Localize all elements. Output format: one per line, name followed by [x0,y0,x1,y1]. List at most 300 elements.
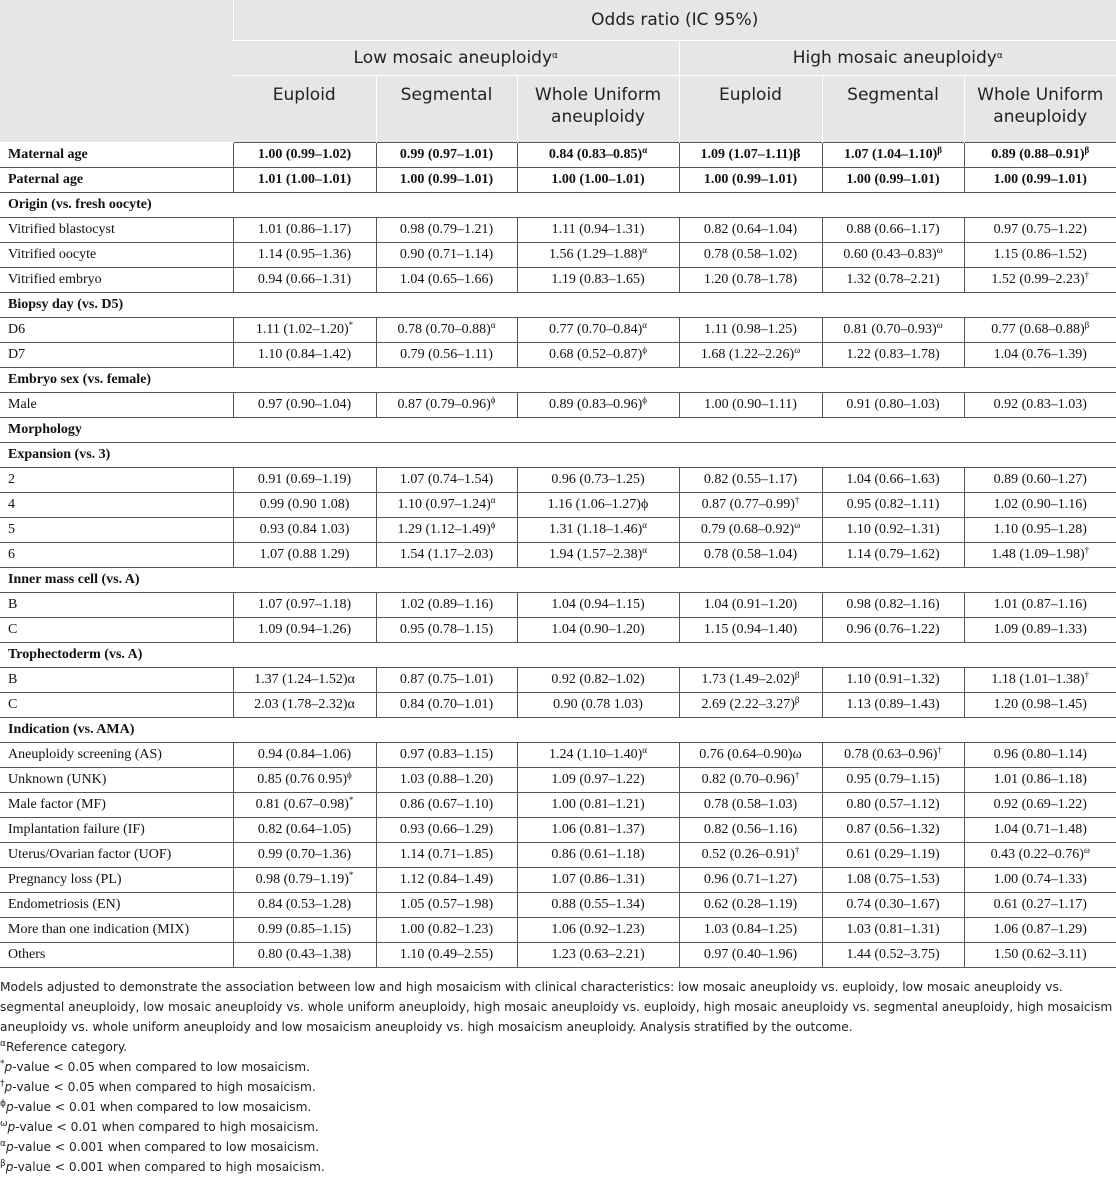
odds-ratio-cell [517,893,679,918]
odds-ratio-cell [233,318,376,343]
odds-ratio-cell [679,743,822,768]
table-row [0,493,1116,518]
cell-value: 1.06 (0.81–1.37) [551,822,645,837]
cell-value: 0.84 (0.83–0.85) [548,147,643,162]
cell-value: 1.11 (0.94–1.31) [551,222,645,237]
table-row [0,243,1116,268]
odds-ratio-cell [517,393,679,418]
footnote [0,1037,1116,1057]
section-label: Indication (vs. AMA) [0,718,1116,743]
cell-value: 0.85 (0.76 0.95) [257,772,348,787]
cell-significance-mark: ω [936,320,943,330]
odds-ratio-cell [679,268,822,293]
odds-ratio-cell [233,618,376,643]
cell-value: 0.89 (0.83–0.96) [548,397,643,412]
cell-value: 1.03 (0.88–1.20) [399,772,494,787]
cell-value: 1.01 (1.00–1.01) [257,172,352,187]
cell-value: 1.16 (1.06–1.27)ϕ [547,497,649,512]
cell-value: 1.09 (0.94–1.26) [257,622,352,637]
cell-significance-mark: ϕ [642,395,648,405]
cell-value: 1.00 (0.99–1.02) [257,147,352,162]
column-header: Segmental [376,76,517,143]
odds-ratio-cell [517,318,679,343]
table-body [0,143,1116,968]
cell-value: 0.78 (0.70–0.88) [397,322,491,337]
cell-value: 1.07 (0.88 1.29) [259,547,350,562]
cell-value: 0.90 (0.71–1.14) [399,247,494,262]
odds-ratio-cell [679,218,822,243]
section-header-row [0,293,1116,318]
cell-value: 0.43 (0.22–0.76) [990,847,1084,862]
cell-value: 0.82 (0.56–1.16) [703,822,798,837]
row-label: 5 [0,518,233,543]
odds-ratio-cell [679,243,822,268]
odds-ratio-cell [376,693,517,718]
odds-ratio-cell [376,468,517,493]
cell-value: 1.54 (1.17–2.03) [399,547,494,562]
footnote-mark: ϕ [0,1099,6,1109]
odds-ratio-cell [822,793,964,818]
odds-ratio-cell [233,518,376,543]
odds-ratio-cell [679,493,822,518]
row-label: Maternal age [0,143,233,168]
odds-ratio-cell [822,143,964,168]
odds-ratio-cell [964,518,1116,543]
odds-ratio-cell [964,393,1116,418]
odds-ratio-cell [517,518,679,543]
cell-value: 1.00 (0.81–1.21) [551,797,645,812]
footnote-p-symbol: p [4,1080,13,1094]
odds-ratio-cell [822,818,964,843]
odds-ratio-cell [233,743,376,768]
table-row [0,318,1116,343]
table-row [0,143,1116,168]
cell-value: 1.23 (0.63–2.21) [551,947,645,962]
odds-ratio-cell [233,343,376,368]
section-label: Trophectoderm (vs. A) [0,643,1116,668]
cell-value: 2.03 (1.78–2.32)α [254,697,355,712]
odds-ratio-cell [822,543,964,568]
footnote [0,1097,1116,1117]
header-group-low-sup: α [552,51,558,61]
odds-ratio-cell [376,868,517,893]
odds-ratio-cell [376,668,517,693]
cell-value: 1.08 (0.75–1.53) [846,872,940,887]
odds-ratio-cell [679,943,822,968]
odds-ratio-cell [376,943,517,968]
header-corner-cell [0,0,233,143]
table-row [0,218,1116,243]
odds-ratio-cell [679,618,822,643]
cell-value: 0.87 (0.77–0.99) [701,497,795,512]
cell-value: 0.92 (0.82–1.02) [551,672,645,687]
cell-significance-mark: * [348,870,354,880]
odds-ratio-cell [233,793,376,818]
cell-value: 1.31 (1.18–1.46) [548,522,643,537]
odds-ratio-cell [376,518,517,543]
section-label: Biopsy day (vs. D5) [0,293,1116,318]
cell-value: 0.84 (0.70–1.01) [399,697,494,712]
cell-value: 0.91 (0.80–1.03) [846,397,940,412]
table-row [0,918,1116,943]
row-label: 4 [0,493,233,518]
row-label: C [0,693,233,718]
table-row [0,593,1116,618]
odds-ratio-cell [233,668,376,693]
cell-value: 1.01 (0.86–1.17) [257,222,352,237]
cell-significance-mark: α [642,245,648,255]
footnote-p-symbol: p [5,1100,14,1114]
odds-ratio-cell [233,818,376,843]
row-label: D6 [0,318,233,343]
footnote-p-symbol: p [5,1140,14,1154]
odds-ratio-cell [233,168,376,193]
odds-ratio-cell [964,793,1116,818]
cell-significance-mark: ω [794,345,801,355]
cell-value: 0.99 (0.90 1.08) [259,497,350,512]
odds-ratio-cell [517,493,679,518]
cell-value: 0.79 (0.56–1.11) [400,347,493,362]
row-label: Vitrified oocyte [0,243,233,268]
odds-ratio-cell [376,618,517,643]
cell-value: 0.86 (0.67–1.10) [399,797,494,812]
footnote-p-symbol: p [7,1120,16,1134]
row-label: Endometriosis (EN) [0,893,233,918]
cell-value: 0.62 (0.28–1.19) [703,897,798,912]
odds-ratio-cell [517,168,679,193]
odds-ratio-cell [822,768,964,793]
odds-ratio-cell [517,668,679,693]
cell-value: 1.03 (0.84–1.25) [703,922,798,937]
odds-ratio-cell [517,793,679,818]
cell-value: 1.07 (0.97–1.18) [257,597,352,612]
odds-ratio-cell [964,243,1116,268]
cell-value: 0.87 (0.79–0.96) [397,397,491,412]
section-header-row [0,568,1116,593]
odds-ratio-cell [517,268,679,293]
odds-ratio-cell [517,918,679,943]
cell-significance-mark: ω [1083,845,1090,855]
cell-significance-mark: ϕ [490,395,496,405]
odds-ratio-cell [233,843,376,868]
table-header [0,0,1116,143]
cell-value: 1.04 (0.71–1.48) [993,822,1087,837]
section-label: Embryo sex (vs. female) [0,368,1116,393]
cell-significance-mark: β [794,670,800,680]
odds-ratio-cell [679,668,822,693]
odds-ratio-cell [517,693,679,718]
odds-ratio-cell [233,868,376,893]
footnote-p-symbol: p [5,1160,14,1174]
odds-ratio-cell [822,493,964,518]
odds-ratio-cell [517,743,679,768]
cell-value: 1.10 (0.84–1.42) [257,347,352,362]
cell-significance-mark: † [794,770,800,780]
cell-value: 0.97 (0.40–1.96) [703,947,798,962]
table-row [0,768,1116,793]
table-row [0,393,1116,418]
cell-value: 1.07 (0.86–1.31) [551,872,645,887]
cell-value: 0.93 (0.84 1.03) [259,522,350,537]
column-header: Euploid [233,76,376,143]
row-label: B [0,668,233,693]
cell-value: 0.74 (0.30–1.67) [846,897,940,912]
cell-value: 0.89 (0.88–0.91) [991,147,1085,162]
row-label: B [0,593,233,618]
odds-ratio-cell [822,868,964,893]
odds-ratio-cell [822,393,964,418]
odds-ratio-cell [964,143,1116,168]
odds-ratio-cell [679,793,822,818]
cell-value: 1.00 (0.82–1.23) [399,922,494,937]
cell-value: 1.09 (0.97–1.22) [551,772,645,787]
odds-ratio-cell [964,268,1116,293]
cell-value: 1.10 (0.91–1.32) [846,672,940,687]
odds-ratio-cell [964,543,1116,568]
odds-ratio-cell [517,243,679,268]
cell-value: 1.20 (0.98–1.45) [993,697,1087,712]
odds-ratio-cell [964,618,1116,643]
cell-value: 0.92 (0.69–1.22) [993,797,1087,812]
cell-significance-mark: ω [794,520,801,530]
cell-value: 1.10 (0.92–1.31) [846,522,940,537]
footnote-mark: α [0,1039,6,1049]
odds-ratio-cell [233,243,376,268]
cell-value: 1.00 (0.74–1.33) [993,872,1087,887]
cell-significance-mark: † [794,495,800,505]
row-label: Male [0,393,233,418]
row-label: More than one indication (MIX) [0,918,233,943]
cell-value: 1.01 (0.87–1.16) [993,597,1087,612]
cell-significance-mark: † [1084,270,1090,280]
odds-ratio-cell [517,593,679,618]
odds-ratio-cell [376,918,517,943]
odds-ratio-cell [376,143,517,168]
row-label: Aneuploidy screening (AS) [0,743,233,768]
cell-value: 0.82 (0.70–0.96) [701,772,795,787]
odds-ratio-cell [233,943,376,968]
cell-value: 1.00 (0.90–1.11) [704,397,797,412]
footnote-text: -value < 0.001 when compared to low mosaicism. [13,1140,320,1154]
odds-ratio-cell [517,543,679,568]
header-group-high-sup: α [996,51,1003,61]
cell-value: 0.94 (0.84–1.06) [257,747,352,762]
cell-value: 0.88 (0.55–1.34) [551,897,645,912]
table-row [0,818,1116,843]
footnote-text: -value < 0.01 when compared to low mosaicism. [13,1100,312,1114]
odds-ratio-cell [822,843,964,868]
cell-value: 1.00 (0.99–1.01) [846,172,940,187]
cell-value: 1.01 (0.86–1.18) [993,772,1087,787]
row-label: Uterus/Ovarian factor (UOF) [0,843,233,868]
cell-significance-mark: † [1084,670,1090,680]
header-group-high-mosaic [679,41,1116,76]
table-row [0,268,1116,293]
cell-value: 1.13 (0.89–1.43) [846,697,940,712]
cell-value: 1.04 (0.91–1.20) [703,597,798,612]
cell-value: 0.98 (0.79–1.21) [399,222,494,237]
footnote-text: Reference category. [5,1040,128,1054]
cell-value: 0.95 (0.79–1.15) [846,772,940,787]
odds-ratio-cell [376,318,517,343]
table-row [0,518,1116,543]
cell-significance-mark: α [642,145,648,155]
section-label: Inner mass cell (vs. A) [0,568,1116,593]
cell-value: 1.07 (0.74–1.54) [399,472,494,487]
odds-ratio-cell [233,543,376,568]
table-notes [0,968,1116,1177]
cell-value: 1.04 (0.94–1.15) [551,597,645,612]
cell-value: 0.78 (0.63–0.96) [844,747,938,762]
cell-value: 1.06 (0.87–1.29) [993,922,1087,937]
odds-ratio-cell [964,593,1116,618]
row-label: 2 [0,468,233,493]
cell-significance-mark: † [1084,545,1090,555]
odds-ratio-cell [822,318,964,343]
section-label: Morphology [0,418,1116,443]
odds-ratio-cell [233,218,376,243]
cell-value: 1.12 (0.84–1.49) [399,872,494,887]
cell-significance-mark: ϕ [642,345,648,355]
cell-value: 1.02 (0.89–1.16) [399,597,494,612]
cell-value: 1.44 (0.52–3.75) [846,947,940,962]
section-label: Expansion (vs. 3) [0,443,1116,468]
cell-value: 1.00 (0.99–1.01) [399,172,494,187]
odds-ratio-cell [822,168,964,193]
odds-ratio-cell [822,468,964,493]
table-row [0,668,1116,693]
cell-value: 0.95 (0.78–1.15) [399,622,494,637]
column-header: Whole Uniform aneuploidy [517,76,679,143]
odds-ratio-cell [964,893,1116,918]
cell-significance-mark: β [1084,320,1090,330]
odds-ratio-cell [376,493,517,518]
cell-value: 0.87 (0.75–1.01) [399,672,494,687]
cell-value: 0.78 (0.58–1.04) [703,547,798,562]
cell-value: 1.22 (0.83–1.78) [846,347,940,362]
footnote [0,1077,1116,1097]
table-row [0,543,1116,568]
odds-ratio-cell [233,918,376,943]
cell-value: 1.29 (1.12–1.49) [397,522,491,537]
odds-ratio-cell [964,918,1116,943]
table-row [0,943,1116,968]
cell-value: 0.81 (0.67–0.98) [255,797,349,812]
row-label: D7 [0,343,233,368]
cell-value: 0.99 (0.85–1.15) [257,922,352,937]
cell-value: 0.99 (0.97–1.01) [399,147,494,162]
cell-significance-mark: β [937,145,943,155]
cell-value: 1.00 (1.00–1.01) [551,172,645,187]
odds-ratio-cell [964,468,1116,493]
cell-value: 0.96 (0.73–1.25) [551,472,645,487]
odds-ratio-cell [233,493,376,518]
cell-value: 0.61 (0.29–1.19) [846,847,940,862]
cell-value: 1.14 (0.95–1.36) [257,247,352,262]
cell-value: 1.04 (0.65–1.66) [399,272,494,287]
odds-ratio-cell [233,268,376,293]
odds-ratio-cell [517,218,679,243]
cell-value: 1.37 (1.24–1.52)α [254,672,355,687]
footnote-p-symbol: p [4,1060,13,1074]
table-row [0,843,1116,868]
odds-ratio-cell [233,143,376,168]
odds-ratio-cell [679,593,822,618]
odds-ratio-cell [517,818,679,843]
cell-value: 0.82 (0.64–1.05) [257,822,352,837]
cell-value: 0.97 (0.90–1.04) [257,397,352,412]
odds-ratio-cell [376,393,517,418]
footnote [0,1117,1116,1137]
row-label: Vitrified embryo [0,268,233,293]
odds-ratio-cell [822,893,964,918]
odds-ratio-cell [964,318,1116,343]
cell-value: 0.78 (0.58–1.02) [703,247,798,262]
cell-value: 0.61 (0.27–1.17) [993,897,1087,912]
odds-ratio-cell [822,668,964,693]
footnote-mark: * [0,1059,5,1069]
cell-value: 0.76 (0.64–0.90)ω [699,747,802,762]
cell-significance-mark: ϕ [490,520,496,530]
cell-value: 1.03 (0.81–1.31) [846,922,940,937]
odds-ratio-cell [822,693,964,718]
column-header: Whole Uniform aneuploidy [964,76,1116,143]
cell-value: 1.09 (1.07–1.11)β [700,147,801,162]
cell-value: 0.77 (0.68–0.88) [991,322,1085,337]
odds-ratio-cell [679,168,822,193]
odds-ratio-cell [376,818,517,843]
footnote-text: -value < 0.05 when compared to low mosaicism. [12,1060,310,1074]
odds-ratio-cell [679,343,822,368]
odds-ratio-cell [517,943,679,968]
odds-ratio-cell [679,318,822,343]
odds-ratio-cell [964,818,1116,843]
odds-ratio-cell [822,343,964,368]
odds-ratio-cell [822,243,964,268]
odds-ratio-cell [376,218,517,243]
cell-significance-mark: * [348,795,354,805]
header-odds-ratio [233,0,1116,41]
header-group-low-label: Low mosaic aneuploidy [353,48,553,68]
odds-ratio-cell [964,768,1116,793]
footnote [0,1157,1116,1177]
odds-ratio-cell [679,768,822,793]
odds-ratio-cell [679,843,822,868]
cell-value: 1.68 (1.22–2.26) [700,347,795,362]
section-header-row [0,443,1116,468]
footnote-mark: ω [0,1119,8,1129]
odds-ratio-cell [376,768,517,793]
cell-value: 1.14 (0.71–1.85) [399,847,494,862]
cell-value: 1.20 (0.78–1.78) [703,272,798,287]
cell-value: 0.96 (0.71–1.27) [703,872,798,887]
cell-value: 1.04 (0.66–1.63) [846,472,940,487]
cell-value: 0.82 (0.55–1.17) [703,472,798,487]
cell-value: 1.06 (0.92–1.23) [551,922,645,937]
odds-ratio-cell [376,243,517,268]
cell-value: 0.97 (0.83–1.15) [399,747,494,762]
footnote-mark: β [0,1159,6,1169]
odds-ratio-cell [822,518,964,543]
odds-ratio-cell [376,893,517,918]
odds-ratio-cell [679,143,822,168]
row-label: Pregnancy loss (PL) [0,868,233,893]
cell-value: 1.56 (1.29–1.88) [548,247,643,262]
cell-value: 0.88 (0.66–1.17) [846,222,940,237]
odds-ratio-cell [679,518,822,543]
cell-value: 0.96 (0.80–1.14) [993,747,1087,762]
footnote-mark: † [0,1079,5,1089]
